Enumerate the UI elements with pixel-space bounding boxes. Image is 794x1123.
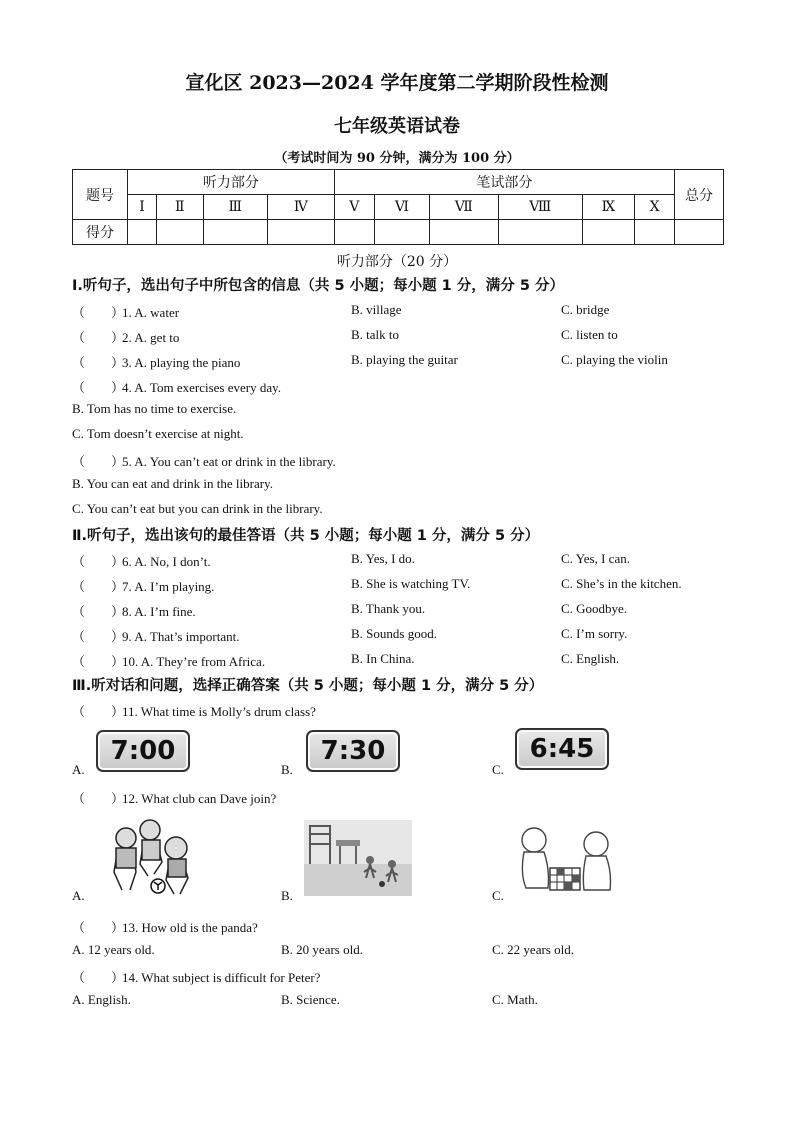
exam-subtitle: 七年级英语试卷 [334,116,460,137]
listening-part-header: 听力部分 [128,170,335,195]
clock-730: 7:30 [306,730,400,772]
q11-label-a: A. [72,762,85,777]
q14-option-c: C. Math. [492,992,538,1007]
q7-option-b: B. She is watching TV. [351,576,471,591]
numeral-cell: Ⅹ [635,195,675,220]
exam-note: （考试时间为 90 分钟，满分为 100 分） [274,151,520,166]
q10-option-b: B. In China. [351,651,415,666]
numeral-cell: Ⅵ [375,195,430,220]
question-1: （ ）1. A. water [72,305,180,320]
question-13: （ ）13. How old is the panda? [72,920,258,935]
question-8: （ ）8. A. I’m fine. [72,604,196,619]
q12-label-b: B. [281,888,293,903]
numeral-cell: Ⅸ [582,195,635,220]
chess-kids-image [512,818,618,898]
q8-option-c: C. Goodbye. [561,601,628,616]
q5-option-c: C. You can’t eat but you can drink in the library. [72,501,323,516]
numeral-cell: Ⅳ [268,195,335,220]
q14-option-b: B. Science. [281,992,340,1007]
q3-option-b: B. playing the guitar [351,352,458,367]
question-4: （ ）4. A. Tom exercises every day. [72,380,282,395]
question-14: （ ）14. What subject is difficult for Peter? [72,970,321,985]
score-cell[interactable] [429,220,498,245]
writing-part-header: 笔试部分 [334,170,674,195]
q13-option-c: C. 22 years old. [492,942,574,957]
question-6: （ ）6. A. No, I don’t. [72,554,211,569]
clock-645: 6:45 [515,728,609,770]
numeral-cell: Ⅰ [128,195,157,220]
playground-image [304,820,412,896]
q7-option-c: C. She’s in the kitchen. [561,576,682,591]
total-header: 总分 [675,170,724,220]
numeral-cell: Ⅲ [203,195,267,220]
part2-heading: Ⅱ.听句子，选出该句的最佳答语（共 5 小题；每小题 1 分，满分 5 分） [72,528,540,544]
score-cell[interactable] [334,220,374,245]
score-cell[interactable] [156,220,203,245]
q4-option-b: B. Tom has no time to exercise. [72,401,237,416]
clock-700: 7:00 [96,730,190,772]
numeral-cell: Ⅱ [156,195,203,220]
q12-label-c: C. [492,888,504,903]
q13-option-a: A. 12 years old. [72,942,155,957]
q2-option-c: C. listen to [561,327,618,342]
soccer-kids-image [92,816,204,896]
q8-option-b: B. Thank you. [351,601,426,616]
q2-option-b: B. talk to [351,327,400,342]
q10-option-c: C. English. [561,651,620,666]
q9-option-c: C. I’m sorry. [561,626,628,641]
question-2: （ ）2. A. get to [72,330,180,345]
q11-label-b: B. [281,762,293,777]
question-9: （ ）9. A. That’s important. [72,629,240,644]
question-10: （ ）10. A. They’re from Africa. [72,654,266,669]
score-table [72,169,724,245]
numeral-cell: Ⅶ [429,195,498,220]
q13-option-b: B. 20 years old. [281,942,363,957]
q1-option-c: C. bridge [561,302,610,317]
score-cell[interactable] [375,220,430,245]
q6-option-b: B. Yes, I do. [351,551,415,566]
numeral-cell: Ⅴ [334,195,374,220]
question-7: （ ）7. A. I’m playing. [72,579,215,594]
q9-option-b: B. Sounds good. [351,626,437,641]
score-cell[interactable] [128,220,157,245]
q3-option-c: C. playing the violin [561,352,668,367]
question-3: （ ）3. A. playing the piano [72,355,241,370]
numeral-cell: Ⅷ [498,195,582,220]
listening-section-title: 听力部分（20 分） [336,254,458,270]
q4-option-c: C. Tom doesn’t exercise at night. [72,426,244,441]
score-cell[interactable] [582,220,635,245]
total-score-cell[interactable] [675,220,724,245]
row-label-number: 题号 [73,170,128,220]
q5-option-b: B. You can eat and drink in the library. [72,476,273,491]
exam-title: 宣化区 2023—2024 学年度第二学期阶段性检测 [185,72,609,94]
q6-option-c: C. Yes, I can. [561,551,630,566]
q11-label-c: C. [492,762,504,777]
part3-heading: Ⅲ.听对话和问题，选择正确答案（共 5 小题；每小题 1 分，满分 5 分） [72,678,544,694]
question-5: （ ）5. A. You can’t eat or drink in the library. [72,454,336,469]
question-11: （ ）11. What time is Molly’s drum class? [72,704,316,719]
score-row-label: 得分 [73,220,128,245]
score-cell[interactable] [498,220,582,245]
question-12: （ ）12. What club can Dave join? [72,791,277,806]
q14-option-a: A. English. [72,992,131,1007]
q1-option-b: B. village [351,302,402,317]
score-cell[interactable] [203,220,267,245]
q12-label-a: A. [72,888,85,903]
score-cell[interactable] [635,220,675,245]
score-cell[interactable] [268,220,335,245]
part1-heading: Ⅰ.听句子，选出句子中所包含的信息（共 5 小题；每小题 1 分，满分 5 分） [72,278,564,294]
